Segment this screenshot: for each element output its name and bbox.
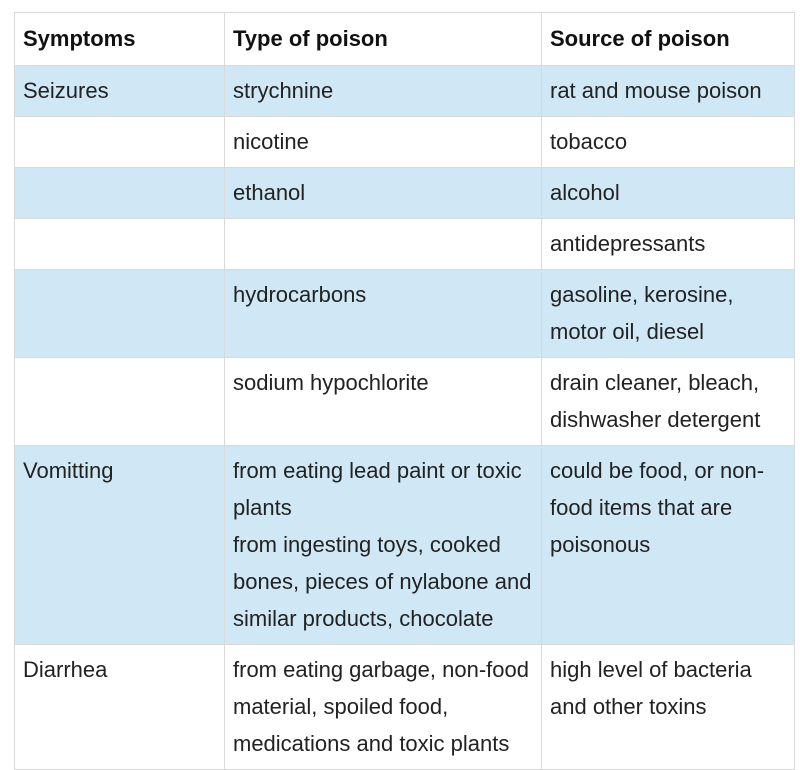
poison-type-text: hydrocarbons (233, 282, 367, 307)
header-source-of-poison: Source of poison (542, 13, 795, 66)
poison-type-cell (225, 358, 542, 446)
poison-source-cell (542, 446, 795, 645)
poison-type-cell (225, 168, 542, 219)
symptom-cell (15, 270, 225, 358)
symptom-cell (15, 358, 225, 446)
poison-type-cell (225, 66, 542, 117)
symptom-cell (15, 168, 225, 219)
poison-symptoms-table (14, 12, 795, 770)
poison-type-text: from ingesting toys, cooked bones, pieces of nylabone and similar products, chocolate (233, 532, 532, 631)
table-row (15, 66, 795, 117)
poison-source-cell (542, 358, 795, 446)
poison-type-cell (225, 270, 542, 358)
poison-source-cell (542, 66, 795, 117)
poison-source-text: drain cleaner, bleach, dishwasher detergent (550, 370, 761, 432)
table-row (15, 645, 795, 770)
table-row (15, 358, 795, 446)
poison-type-text: strychnine (233, 78, 334, 103)
poison-source-text: antidepressants (550, 231, 706, 256)
poison-source-text: tobacco (550, 129, 628, 154)
poison-type-text: sodium hypochlorite (233, 370, 429, 395)
table-row (15, 270, 795, 358)
poison-source-text: gasoline, kerosine, motor oil, diesel (550, 282, 734, 344)
table-row (15, 117, 795, 168)
poison-source-text: high level of bacteria and other toxins (550, 657, 752, 719)
poison-type-text: from eating garbage, non-food material, spoiled food, medications and toxic plants (233, 657, 529, 756)
poison-type-text: from eating lead paint or toxic plants (233, 458, 522, 520)
symptom-cell (15, 117, 225, 168)
poison-source-cell (542, 645, 795, 770)
poison-source-cell (542, 270, 795, 358)
poison-type-text: ethanol (233, 180, 306, 205)
table-row (15, 168, 795, 219)
symptom-cell: Seizures (15, 66, 225, 117)
poison-source-text: alcohol (550, 180, 620, 205)
poison-type-cell (225, 645, 542, 770)
poison-type-cell (225, 219, 542, 270)
symptom-cell (15, 219, 225, 270)
poison-type-cell (225, 446, 542, 645)
poison-source-text: rat and mouse poison (550, 78, 762, 103)
header-type-of-poison: Type of poison (225, 13, 542, 66)
poison-source-text: could be food, or non-food items that are poisonous (550, 458, 765, 557)
table-header-row (15, 13, 795, 66)
table-row (15, 219, 795, 270)
poison-type-cell (225, 117, 542, 168)
table-row (15, 446, 795, 645)
symptom-cell: Vomitting (15, 446, 225, 645)
header-symptoms: Symptoms (15, 13, 225, 66)
poison-source-cell (542, 168, 795, 219)
poison-source-cell (542, 219, 795, 270)
poison-source-cell (542, 117, 795, 168)
symptom-cell: Diarrhea (15, 645, 225, 770)
poison-type-text: nicotine (233, 129, 309, 154)
